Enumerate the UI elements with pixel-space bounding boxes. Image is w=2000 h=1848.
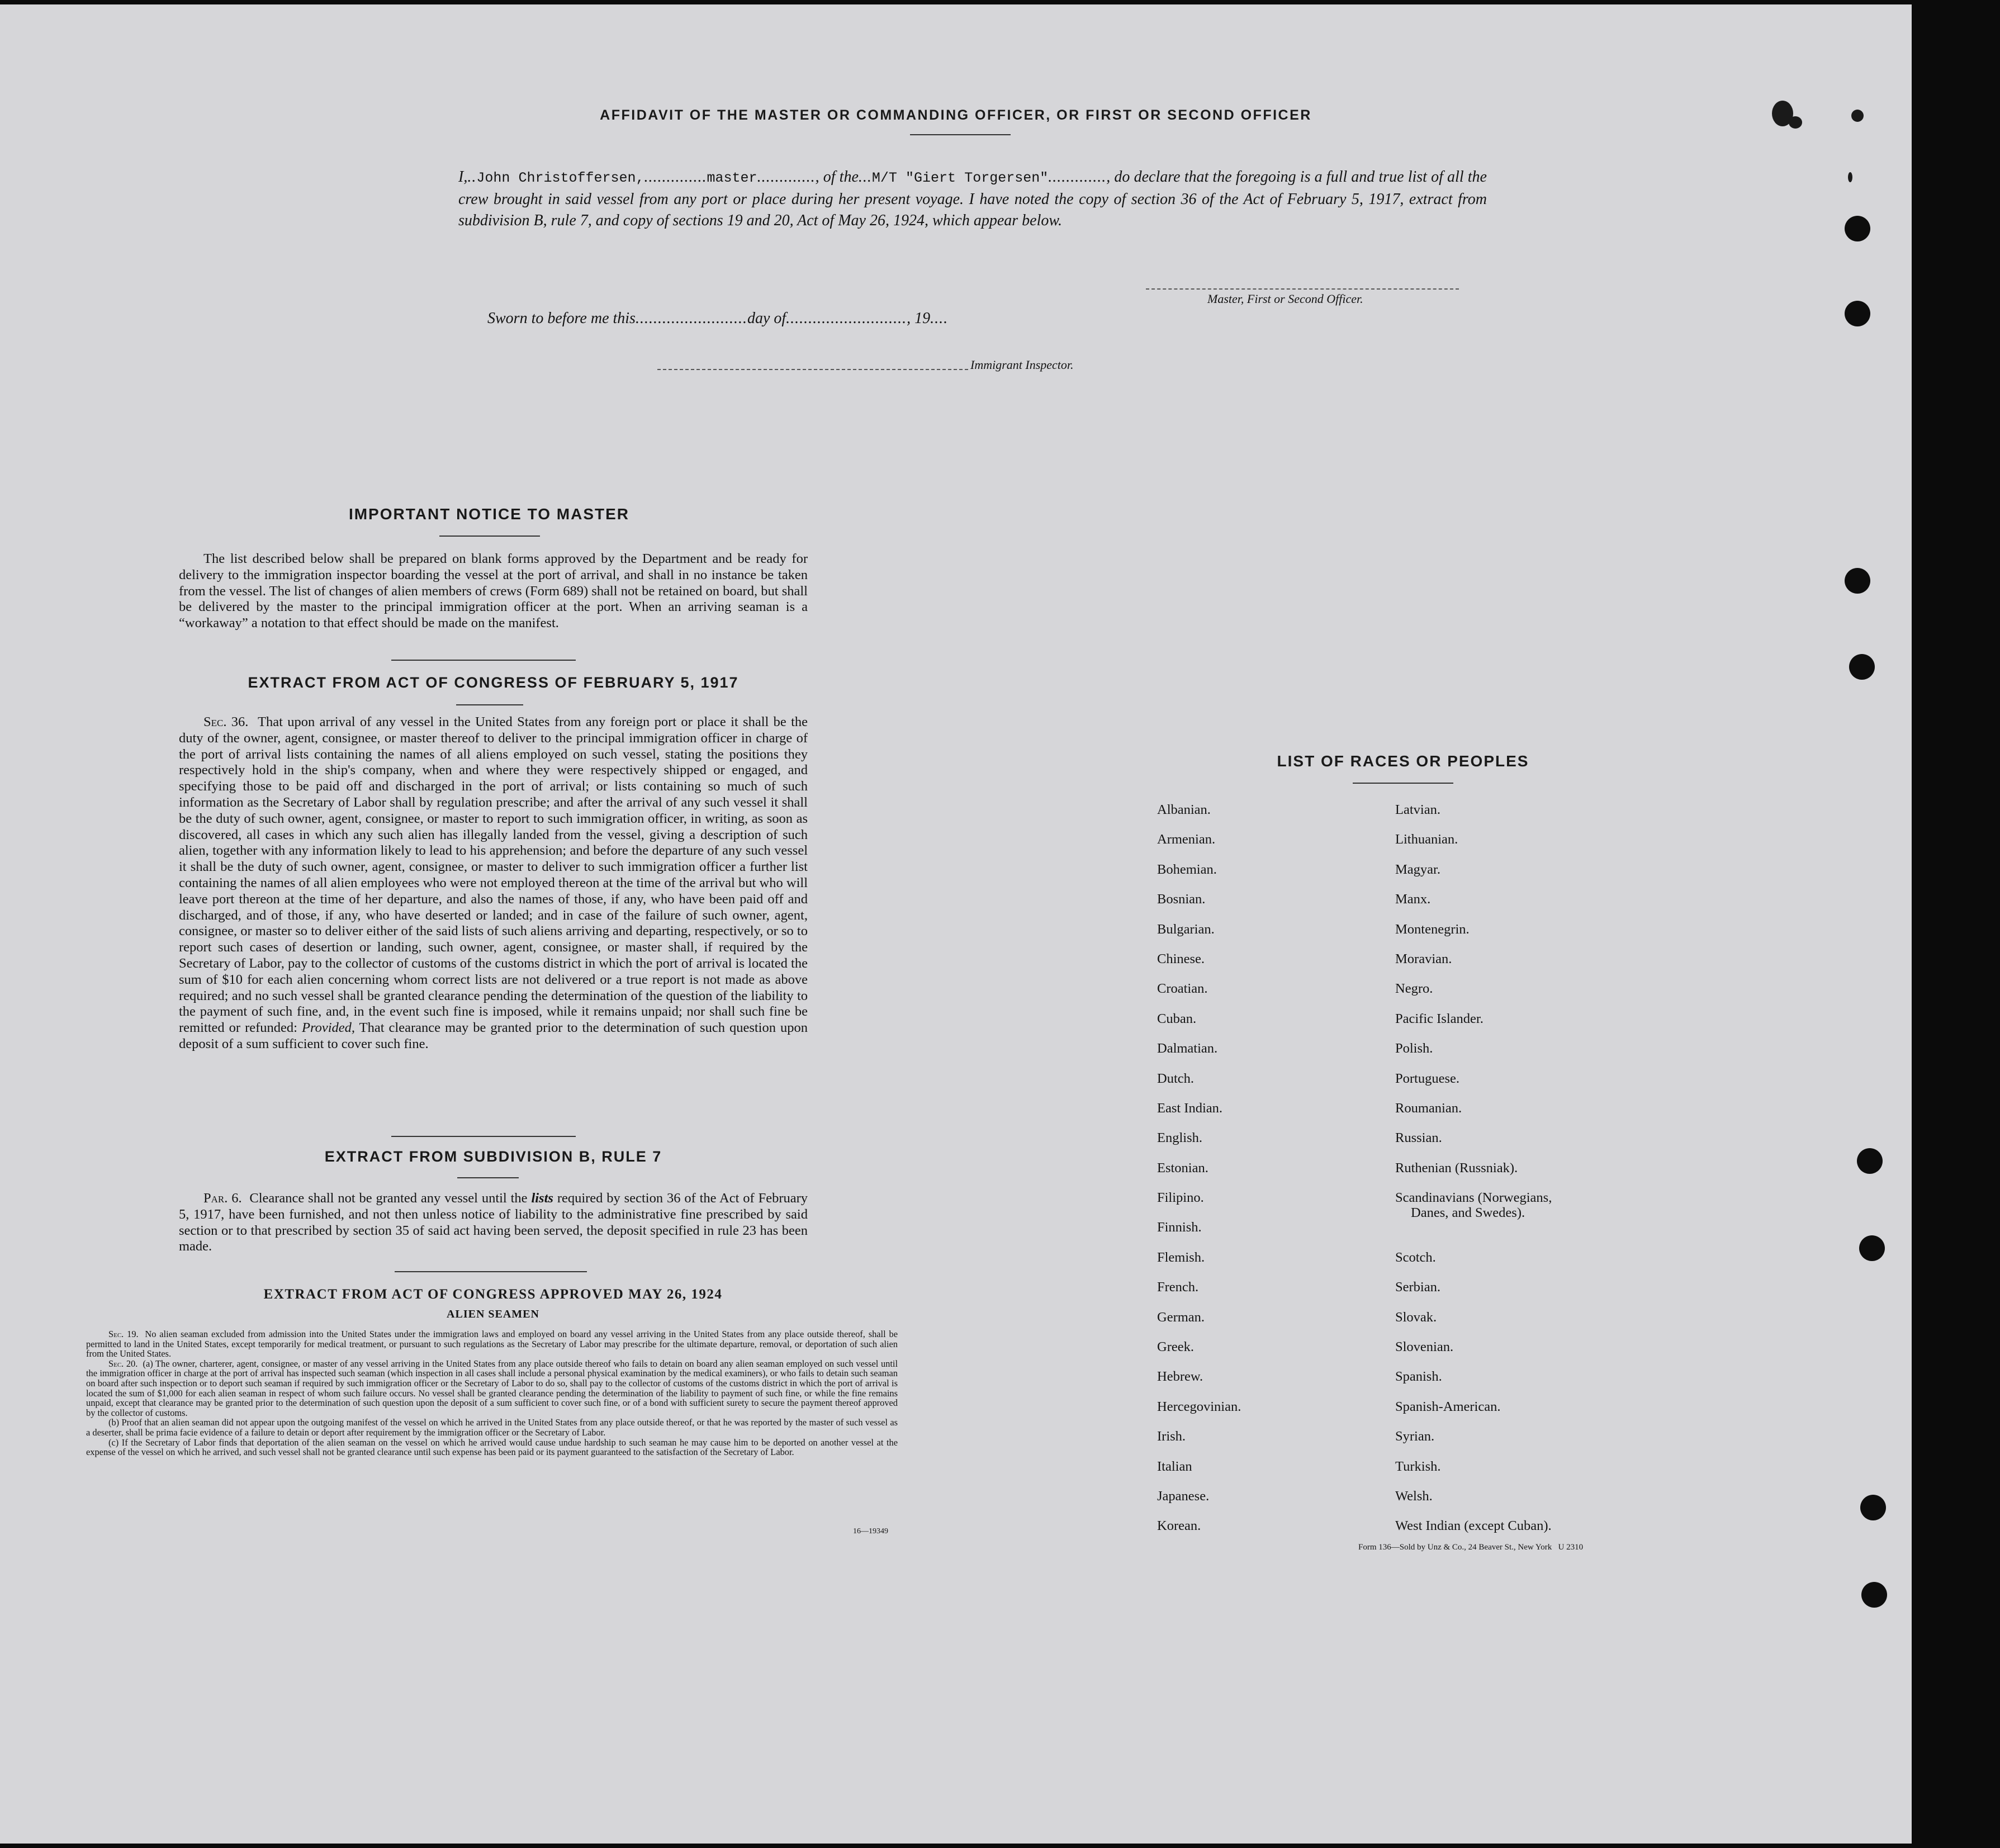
sworn-year-field[interactable]: ....	[930, 310, 949, 327]
title-rule	[910, 134, 1011, 135]
race-item: Irish.	[1157, 1429, 1186, 1444]
race-item: Manx.	[1395, 892, 1431, 907]
extract-1917-block	[179, 714, 808, 1053]
race-item: Dalmatian.	[1157, 1041, 1218, 1056]
par-6-body-end: required by section 36 of the Act of February 5, 1917, have been furnished, and not then unless notice of liability to the administrative fine prescribed by said section or to that prescribed by section 35 of said act having been served, the deposit specified in rule 23 has been made.	[179, 1191, 808, 1254]
sec-36-body-end: That clearance may be granted prior to the determination of such question upon deposit of a sum sufficient to cover such fine.	[179, 1020, 808, 1051]
sec-19-body: No alien seaman excluded from admission into the United States under the immigration laws and employed on board any vessel arriving in the United States from any place outside thereof, shall be permitted to land in the United States, except temporarily for medical treatment, or pursuant to such regulations as the Secretary of Labor may prescribe for the ultimate departure, removal, or deportation of such alien from the United States.	[86, 1329, 898, 1359]
race-item: Armenian.	[1157, 832, 1216, 847]
races-left-column	[1157, 795, 1241, 1541]
punch-hole-icon	[1845, 568, 1870, 594]
par-6-body: Clearance shall not be granted any vessel until the	[249, 1191, 528, 1206]
race-item: Polish.	[1395, 1041, 1433, 1056]
rule-7-block	[179, 1191, 808, 1255]
extract-1924-block	[86, 1329, 898, 1457]
race-item: Montenegrin.	[1395, 921, 1470, 937]
scan-smudge-icon	[1848, 172, 1852, 182]
rule-7-rule	[457, 1177, 519, 1178]
master-word: master	[707, 170, 757, 186]
punch-hole-icon	[1849, 654, 1875, 680]
race-item: Finnish.	[1157, 1220, 1202, 1235]
race-item: Croatian.	[1157, 981, 1208, 997]
affidavit-body: that the foregoing is a full and true list of all the crew brought in said vessel from any port or place during her present voyage. I have noted the copy of section 36 of the Act of February 5, 1917, extract from subdivision B, rule 7, and copy of sections 19 and 20, Act of May 26, 1924, which appear below.	[458, 168, 1487, 229]
race-item: Serbian.	[1395, 1280, 1440, 1295]
race-item: Slovenian.	[1395, 1339, 1454, 1355]
races-title: LIST OF RACES OR PEOPLES	[1277, 752, 1529, 770]
sec-20-b: (b) Proof that an alien seaman did not appear upon the outgoing manifest of the vessel on which he arrived in the United States from any place outside thereof, or that he was reported by the master of such vessel as a deserter, shall be prima facie evidence of a failure to detain or deport after requirement by the immigration officer or the Secretary of Labor.	[86, 1417, 898, 1438]
master-signature-label: Master, First or Second Officer.	[1207, 292, 1363, 306]
sworn-month-field[interactable]: ...........................	[786, 310, 907, 327]
race-item: Hercegovinian.	[1157, 1399, 1241, 1414]
race-item: Roumanian.	[1395, 1100, 1462, 1116]
race-item: Scandinavians (Norwegians,	[1395, 1190, 1552, 1206]
sec-20-c: (c) If the Secretary of Labor finds that deportation of the alien seaman on the vessel on which he arrived would cause undue hardship to such seaman he may cause him to be deported on another vessel at the expense of the vessel on which he arrived, and such vessel shall not be granted clearance until such expense has been paid or its payment guaranteed to the satisfaction of the Secretary of Labor.	[86, 1437, 898, 1458]
race-item: Spanish-American.	[1395, 1399, 1501, 1414]
punch-hole-icon	[1845, 216, 1870, 241]
race-item: German.	[1157, 1309, 1205, 1325]
sworn-line	[487, 310, 948, 328]
race-item: Russian.	[1395, 1130, 1442, 1146]
race-item: Albanian.	[1157, 802, 1211, 817]
race-item: Negro.	[1395, 981, 1433, 997]
extract-1917-title: EXTRACT FROM ACT OF CONGRESS OF FEBRUARY 5, 1917	[248, 674, 739, 691]
sworn-year-text: , 19	[907, 310, 931, 327]
punch-hole-icon	[1860, 1495, 1886, 1520]
notice-title: IMPORTANT NOTICE TO MASTER	[348, 505, 630, 523]
sworn-prefix: Sworn to before me this	[487, 310, 636, 327]
race-item: Scotch.	[1395, 1249, 1436, 1265]
race-item: Estonian.	[1157, 1160, 1208, 1176]
sec-20-label: Sec. 20.	[108, 1358, 138, 1369]
inspector-label: Immigrant Inspector.	[970, 358, 1074, 372]
alien-seamen-subtitle: ALIEN SEAMEN	[447, 1308, 539, 1320]
race-item: East Indian.	[1157, 1100, 1223, 1116]
section-divider	[395, 1271, 587, 1272]
section-divider	[391, 1136, 576, 1137]
race-item: Greek.	[1157, 1339, 1194, 1355]
sec-20-a: (a) The owner, charterer, agent, consignee, or master of any vessel arriving in the United States from any place outside thereof who fails to detain on board any alien seaman employed on such vessel until the immigration officer in charge at the port of arrival has inspected such seaman (which inspection in all cases shall include a personal physical examination by the medical examiners), or who fails to detain such seaman on board after such inspection or to deport such seaman if required by such immigration officer or the Secretary of Labor to do so, shall pay to the collector of customs of the customs district in which the port of arrival is located the sum of $1,000 for each alien seaman in respect of whom such failure occurs. No vessel shall be granted clearance pending the determination of the liability to payment of such fine, or while the fine remains unpaid, except that clearance may be granted prior to the determination of such question upon the deposit of a sum sufficient to cover such fine, or of a bond with sufficient surety to secure the payment thereof approved by the collector of customs.	[86, 1358, 898, 1418]
punch-hole-icon	[1857, 1148, 1883, 1174]
affidavit-declaration: I,..John Christoffersen,..............master............., of the...M/T "Giert Torgersen"............., do declare that the foregoing is a full and true list of all the crew brought in said vessel from any port or place during her present voyage. I have noted the copy of section 36 of the Act of February 5, 1917, extract from subdivision B, rule 7, and copy of sections 19 and 20, Act of May 26, 1924, which appear below.	[458, 168, 1487, 229]
par-6-label: Par. 6.	[203, 1191, 242, 1206]
race-item: Hebrew.	[1157, 1369, 1203, 1385]
race-item: Japanese.	[1157, 1488, 1210, 1504]
sec-19-label: Sec. 19.	[108, 1329, 139, 1339]
extract-1917-rule	[456, 704, 523, 705]
race-item: Ruthenian (Russniak).	[1395, 1160, 1518, 1176]
race-item: Magyar.	[1395, 861, 1440, 877]
sworn-day-text: day of	[747, 310, 786, 327]
race-item: West Indian (except Cuban).	[1395, 1518, 1552, 1534]
race-item: Moravian.	[1395, 951, 1452, 966]
race-item: Bohemian.	[1157, 861, 1217, 877]
punch-hole-icon	[1861, 1582, 1887, 1608]
rule-7-title: EXTRACT FROM SUBDIVISION B, RULE 7	[324, 1148, 662, 1165]
sworn-date-field[interactable]: .........................	[635, 310, 747, 327]
race-item: French.	[1157, 1280, 1199, 1295]
race-item: Syrian.	[1395, 1429, 1435, 1444]
race-item: Chinese.	[1157, 951, 1205, 966]
punch-hole-icon	[1859, 1235, 1885, 1261]
sec-36-body: That upon arrival of any vessel in the United States from any foreign port or place it shall be the duty of the owner, agent, consignee, or master thereof to deliver to the principal immigration officer in charge of the port of arrival lists containing the names of all aliens employed on such vessel, stating the positions they respectively hold in the ship's company, when and where they were respectively shipped or engaged, and specifying those to be paid off and discharged in the port of arrival; or lists containing so much of such information as the Secretary of Labor shall by regulation prescribe; and after the arrival of any such vessel it shall be the duty of such owner, agent, consignee, or master to report to such immigration officer, in writing, as soon as discovered, all cases in which any such alien has illegally landed from the vessel, giving a description of such alien, together with any information likely to lead to his apprehension; and before the departure of any such vessel it shall be the duty of such owner, agent, consignee, or master to deliver to such immigration officer a further list containing the names of all alien employees who were not employed thereon at the time of the arrival but who will leave port thereon at the time of her departure, and also the names of those, if any, who have been paid off and discharged, and of those, if any, who have deserted or landed; and in case of the failure of such owner, agent, consignee, or master so to deliver either of the said lists of such aliens arriving and departing, respectively, or so to report such cases of desertion or landing, such owner, agent, consignee, or master shall, if required by the Secretary of Labor, pay to the collector of customs of the customs district in which the port of arrival is located the sum of $10 for each alien concerning whom correct lists are not delivered or a true report is not made as above required; and no such vessel shall be granted clearance pending the determination of the question of the liability to the payment of such fine, and, in the event such fine is imposed, while it remains unpaid; nor shall such fine be remitted or refunded:	[179, 714, 808, 1036]
affidavit-intro: I,	[458, 168, 468, 186]
document-page	[0, 4, 1912, 1844]
vessel-name: M/T "Giert Torgersen"	[871, 170, 1049, 186]
race-item: Cuban.	[1157, 1011, 1197, 1026]
lists-word: lists	[531, 1191, 553, 1206]
affidavit-title: AFFIDAVIT OF THE MASTER OR COMMANDING OFFICER, OR FIRST OR SECOND OFFICER	[600, 107, 1312, 123]
race-item: Welsh.	[1395, 1488, 1433, 1504]
master-name: John Christoffersen,	[476, 170, 644, 186]
race-item: Latvian.	[1395, 802, 1440, 817]
notice-body: The list described below shall be prepared on blank forms approved by the Department and be ready for delivery to the immigration inspector boarding the vessel at the port of arrival, and shall in no instance be taken from the vessel. The list of changes of alien members of crews (Form 689) shall not be retained on board, but shall be delivered by the master to the principal immigration officer at the port. When an arriving seaman is a “workaway” a notation to that effect should be made on the manifest.	[179, 551, 808, 631]
notice-rule	[439, 536, 540, 537]
sec-36-label: Sec. 36.	[203, 714, 249, 729]
do-declare-text: , do declare	[1106, 168, 1181, 186]
form-number: 16—19349	[853, 1527, 888, 1536]
races-footer: Form 136—Sold by Unz & Co., 24 Beaver St., New York U 2310	[1358, 1543, 1584, 1552]
master-signature-line[interactable]	[1146, 288, 1459, 290]
of-the-text: , of the	[815, 168, 859, 186]
inspector-signature-line[interactable]	[657, 369, 968, 370]
race-item: Korean.	[1157, 1518, 1201, 1534]
extract-1924-title: EXTRACT FROM ACT OF CONGRESS APPROVED MAY 26, 1924	[263, 1287, 723, 1302]
punch-hole-icon	[1845, 301, 1870, 326]
race-item: Dutch.	[1157, 1070, 1194, 1086]
race-item: Portuguese.	[1395, 1070, 1459, 1086]
race-item: Danes, and Swedes).	[1411, 1205, 1525, 1221]
race-item: Pacific Islander.	[1395, 1011, 1484, 1026]
notice-block	[179, 551, 808, 632]
races-right-column	[1395, 795, 1552, 1541]
race-item: Turkish.	[1395, 1458, 1441, 1474]
race-item: Bulgarian.	[1157, 921, 1215, 937]
race-item: Spanish.	[1395, 1369, 1442, 1385]
race-item: Italian	[1157, 1458, 1192, 1474]
race-item: Slovak.	[1395, 1309, 1437, 1325]
race-item: Lithuanian.	[1395, 832, 1458, 847]
provided-word: Provided,	[302, 1020, 356, 1036]
race-item: Bosnian.	[1157, 892, 1206, 907]
races-rule	[1353, 783, 1453, 784]
race-item: Flemish.	[1157, 1249, 1205, 1265]
race-item: Filipino.	[1157, 1190, 1204, 1206]
race-item: English.	[1157, 1130, 1202, 1146]
section-divider	[391, 660, 576, 661]
